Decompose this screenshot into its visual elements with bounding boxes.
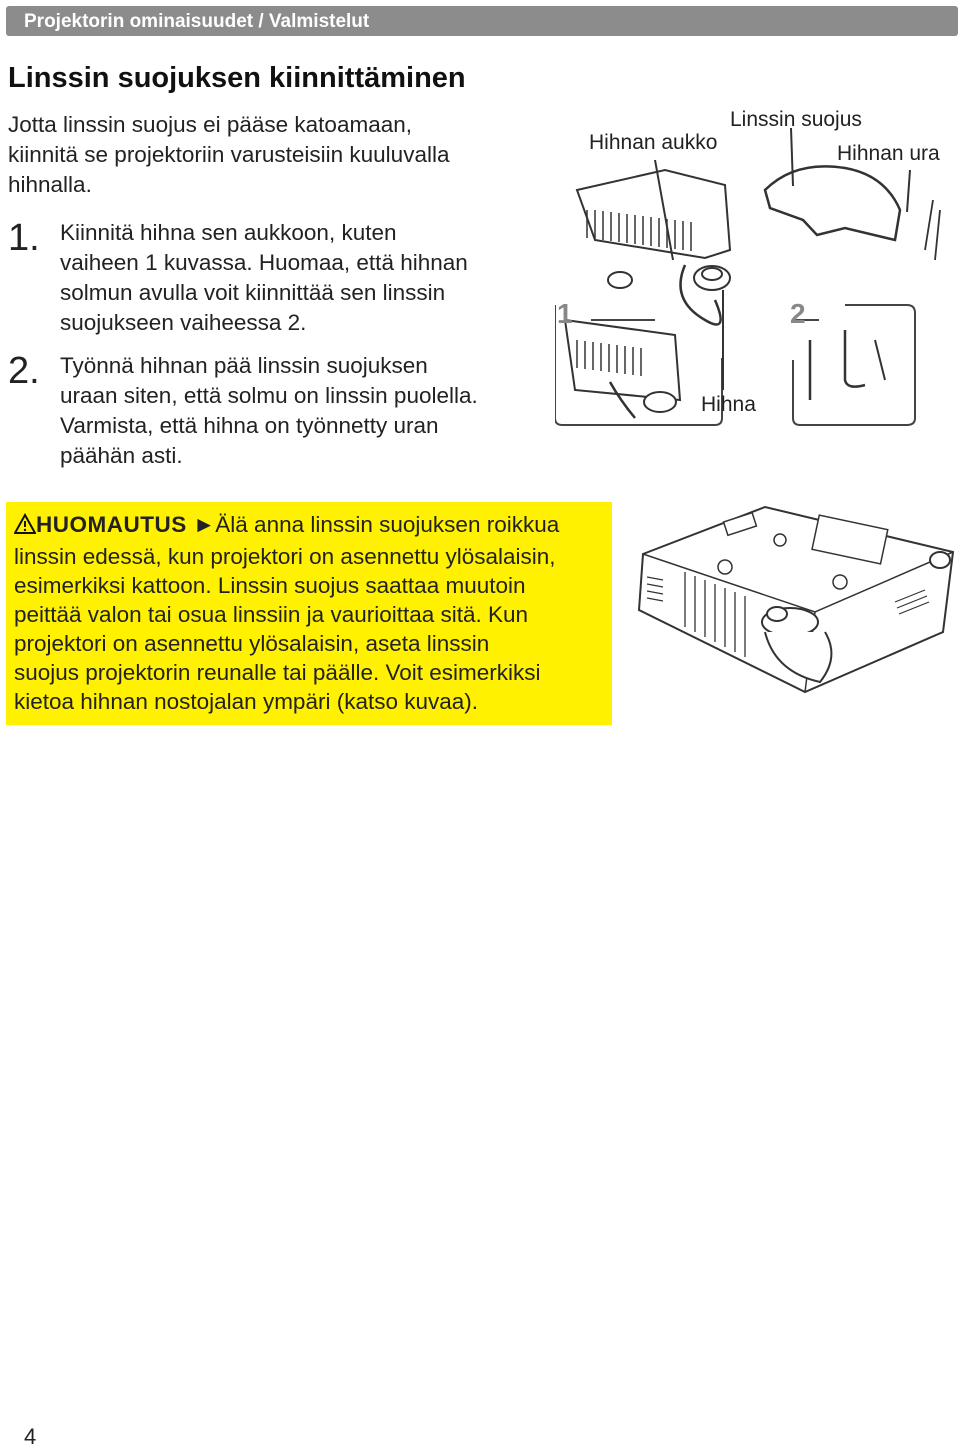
caution-first-line	[14, 510, 610, 542]
label-strap: Hihna	[701, 393, 756, 416]
step-line: solmun avulla voit kiinnittää sen linssin	[60, 280, 446, 305]
step-1-marker: 1	[557, 298, 573, 329]
intro-line: Jotta linssin suojus ei pääse katoamaan,	[8, 112, 412, 137]
step-line: päähän asti.	[60, 443, 183, 468]
intro-line: kiinnitä se projektoriin varusteisiin kuuluvalla	[8, 142, 450, 167]
step-text	[60, 351, 560, 471]
projector-drawing	[625, 492, 960, 707]
step-text	[60, 218, 560, 338]
step-line: uraan siten, että solmu on linssin puolella.	[60, 383, 478, 408]
caution-heading: HUOMAUTUS	[36, 512, 187, 537]
label-strap-hole: Hihnan aukko	[589, 131, 718, 154]
intro-paragraph	[8, 110, 548, 200]
warning-triangle-icon	[14, 513, 36, 542]
label-strap-groove: Hihnan ura	[837, 142, 940, 165]
caution-line: kietoa hihnan nostojalan ympäri (katso kuvaa).	[14, 689, 479, 714]
page-title: Linssin suojuksen kiinnittäminen	[8, 62, 466, 94]
caution-line: projektori on asennettu ylösalaisin, aseta linssin	[14, 631, 490, 656]
lens-cover-illustration	[555, 100, 960, 430]
step-line: Kiinnitä hihna sen aukkoon, kuten	[60, 220, 397, 245]
caution-line: linssin edessä, kun projektori on asennettu ylösalaisin,	[14, 544, 556, 569]
step-line: vaiheen 1 kuvassa. Huomaa, että hihnan	[60, 250, 468, 275]
step-line: Varmista, että hihna on työnnetty uran	[60, 413, 439, 438]
caution-line: ►Älä anna linssin suojuksen roikkua	[193, 512, 560, 537]
step-number: 1.	[8, 217, 40, 259]
label-lens-cover: Linssin suojus	[730, 108, 862, 131]
caution-line: peittää valon tai osua linssiin ja vaurioittaa sitä. Kun	[14, 602, 529, 627]
page-number: 4	[24, 1424, 37, 1449]
step-number: 2.	[8, 350, 40, 392]
intro-line: hihnalla.	[8, 172, 92, 197]
section-header-title: Projektorin ominaisuudet / Valmistelut	[24, 11, 370, 32]
step-2-marker: 2	[790, 298, 806, 329]
caution-line: esimerkiksi kattoon. Linssin suojus saattaa muutoin	[14, 573, 526, 598]
step-line: Työnnä hihnan pää linssin suojuksen	[60, 353, 428, 378]
caution-text	[14, 510, 610, 716]
caution-box	[6, 502, 612, 725]
section-header-bar	[6, 6, 958, 36]
caution-line: suojus projektorin reunalle tai päälle. Voit esimerkiksi	[14, 660, 541, 685]
projector-illustration	[625, 492, 960, 707]
step-line: suojukseen vaiheessa 2.	[60, 310, 307, 335]
